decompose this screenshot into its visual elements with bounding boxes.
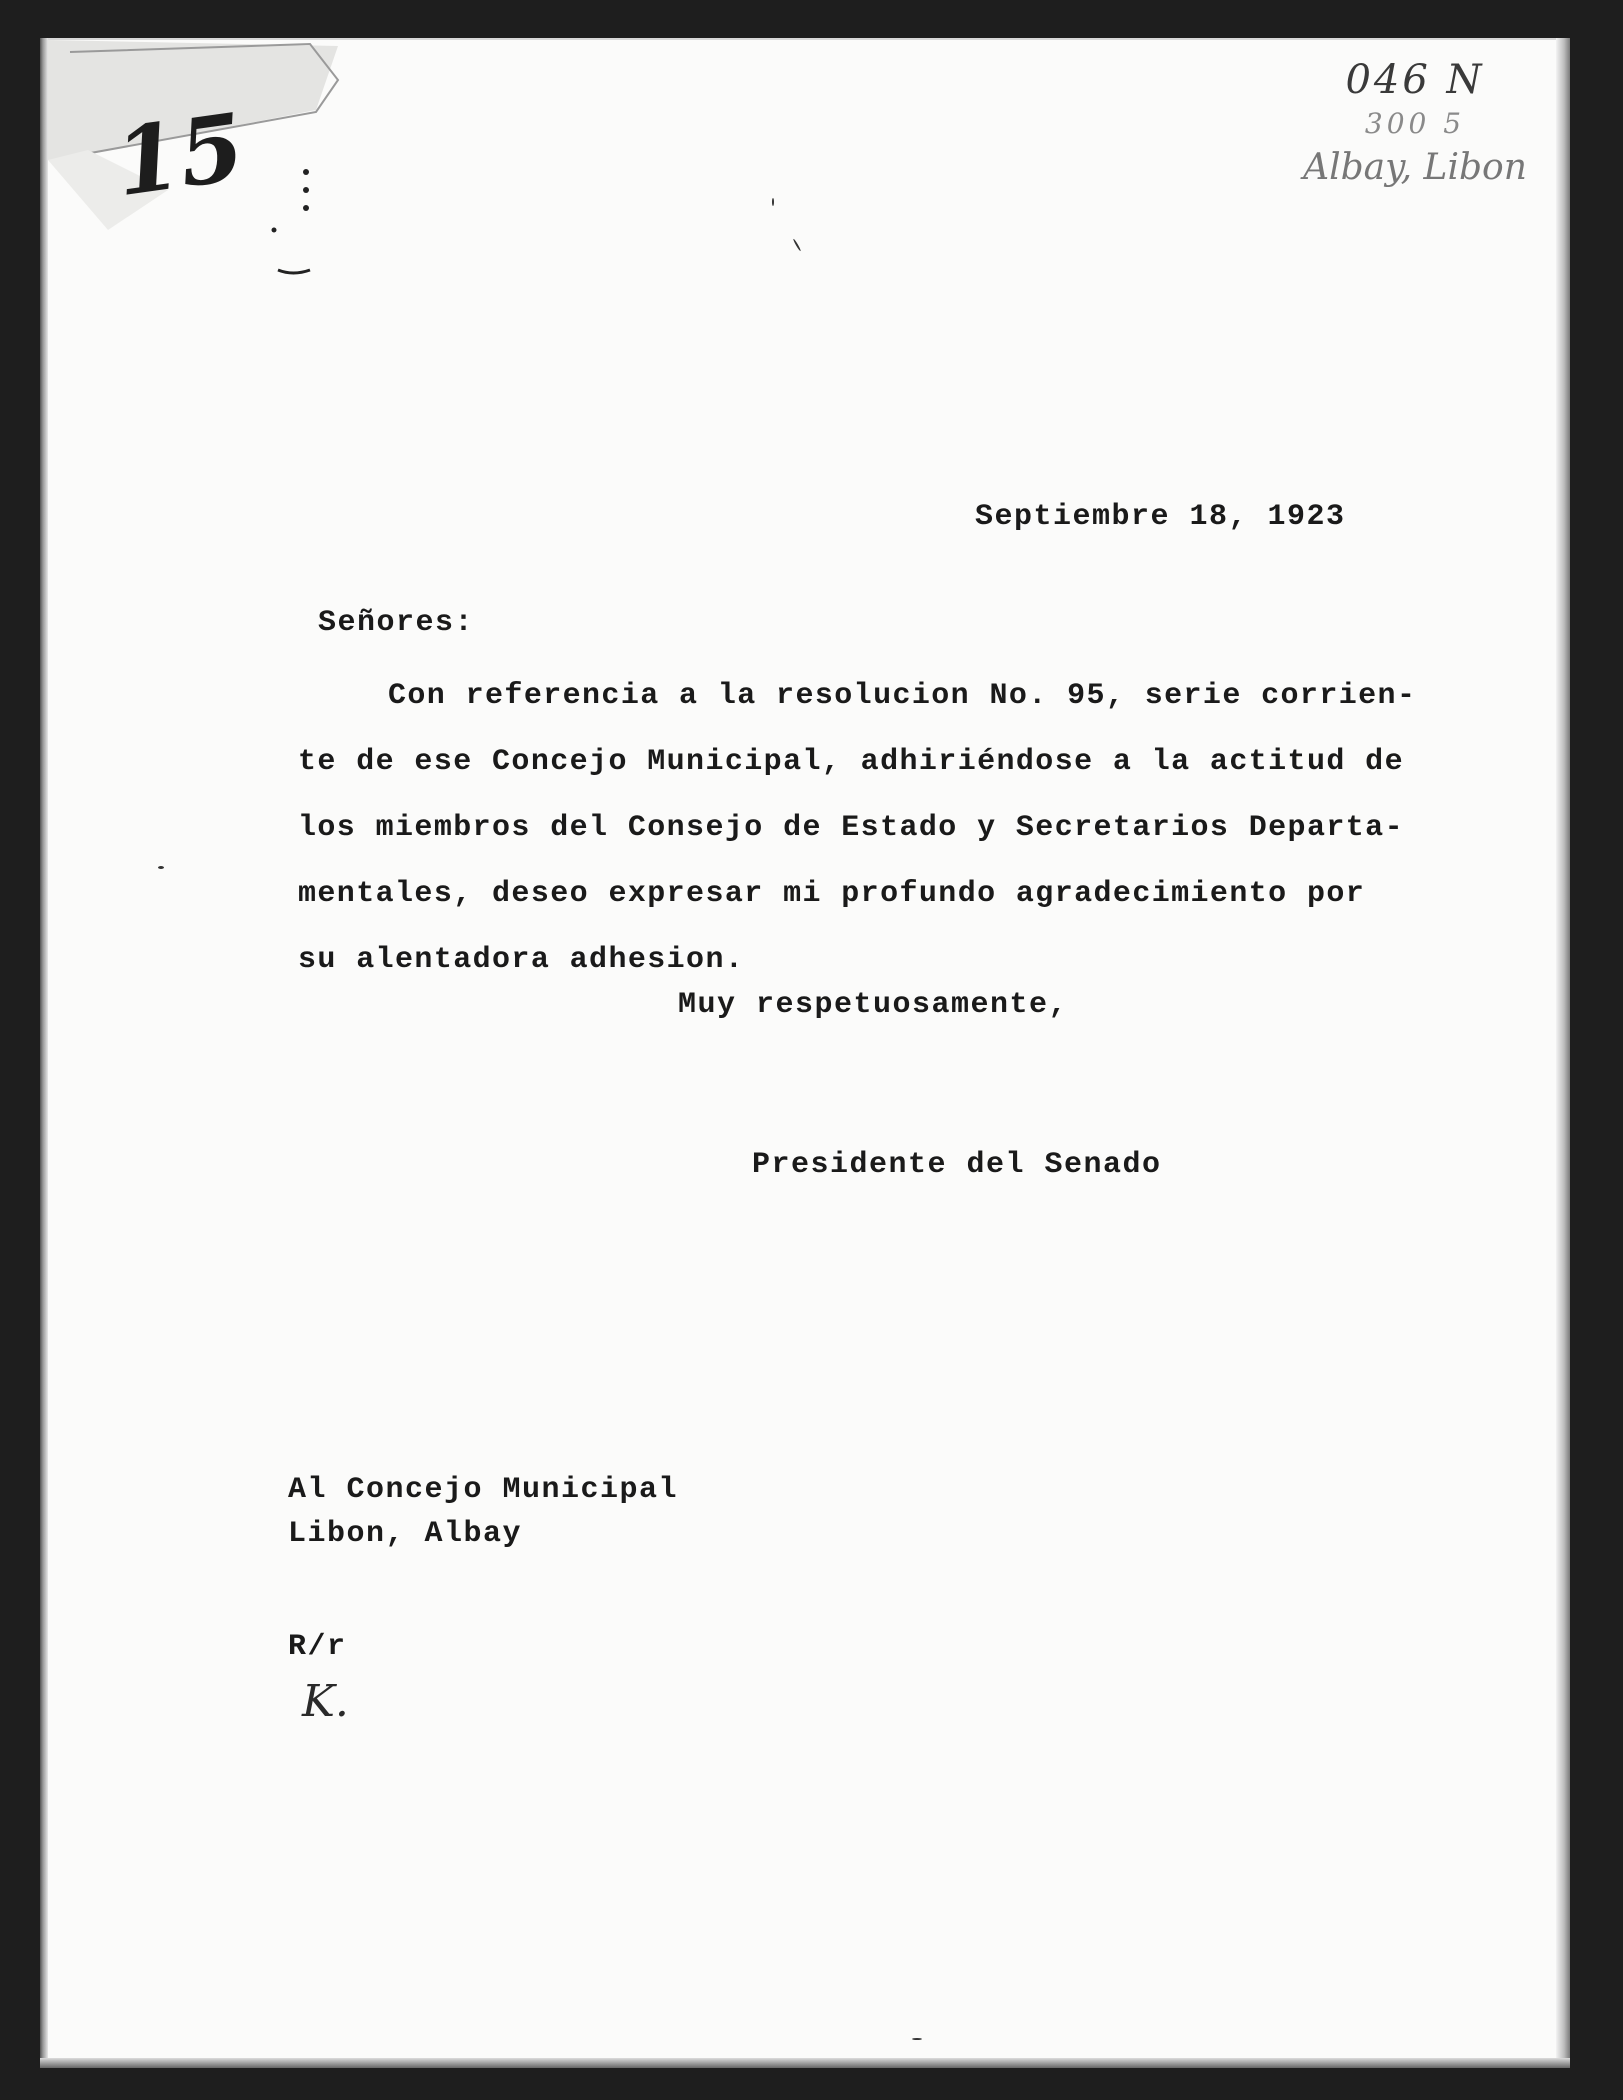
recipient-line-2: Libon, Albay: [288, 1517, 523, 1551]
ink-speck: [912, 2038, 922, 2040]
ink-speck: [772, 198, 774, 206]
body-line-3: los miembros del Consejo de Estado y Secretarios Departa-: [298, 811, 1404, 845]
annotation-line-2: 300 5: [1364, 107, 1466, 140]
annotation-line-3: Albay, Libon: [1303, 147, 1527, 188]
letter-signatory: Presidente del Senado: [752, 1148, 1162, 1182]
sheet-bottom-edge: [40, 2058, 1570, 2068]
letter-salutation: Señores:: [318, 606, 475, 640]
letter-body: [298, 663, 1416, 993]
ink-speck: [158, 866, 164, 869]
sheet-left-edge: [40, 38, 48, 2068]
letter-closing: Muy respetuosamente,: [678, 988, 1069, 1022]
annotation-line-1: 046 N: [1345, 57, 1485, 103]
archival-annotation: [1300, 58, 1530, 190]
body-line-5: su alentadora adhesion.: [298, 943, 745, 977]
reference-initials: R/r: [288, 1630, 347, 1664]
letter-sheet: [40, 38, 1570, 2068]
ink-speck: [793, 238, 802, 251]
body-line-2: te de ese Concejo Municipal, adhiriéndose a la actitud de: [298, 745, 1404, 779]
body-line-4: mentales, deseo expresar mi profundo agradecimiento por: [298, 877, 1366, 911]
letter-date: Septiembre 18, 1923: [975, 500, 1346, 534]
page-mark: 15: [108, 92, 251, 218]
handwritten-initial: K.: [302, 1676, 349, 1727]
letter-recipient: [288, 1468, 678, 1556]
body-line-1: Con referencia a la resolucion No. 95, serie corrien-: [388, 679, 1417, 713]
torn-corner-mark: [48, 40, 348, 280]
recipient-line-1: Al Concejo Municipal: [288, 1473, 679, 1507]
sheet-right-edge: [1556, 38, 1570, 2068]
